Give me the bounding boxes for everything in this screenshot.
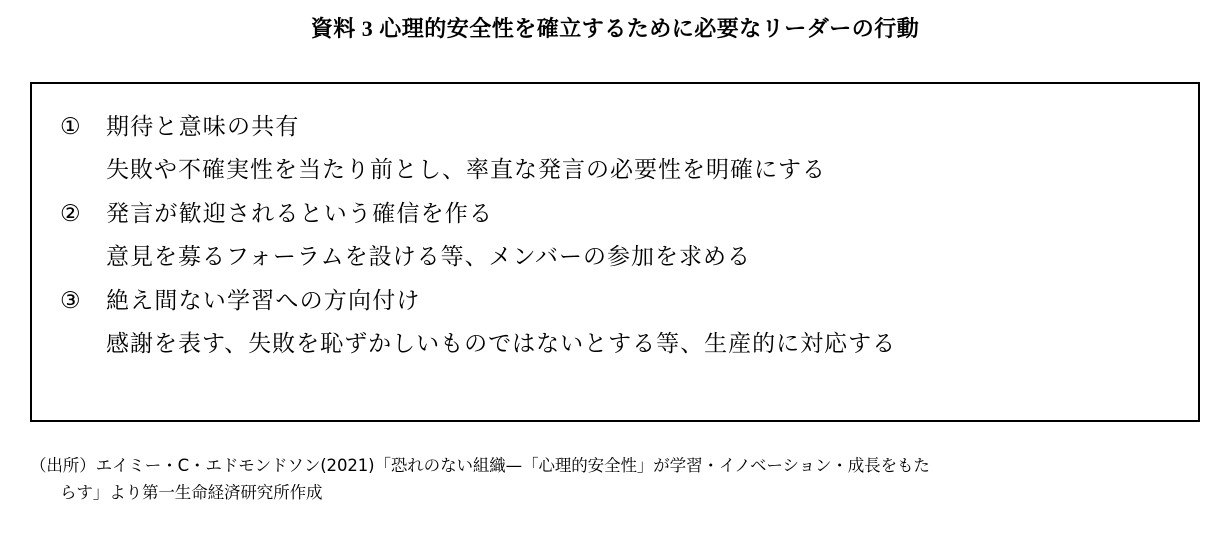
list-item: [60, 106, 1170, 191]
list-item: [60, 193, 1170, 278]
list-item-marker: ①: [60, 114, 81, 139]
list-item-detail: 意見を募るフォーラムを設ける等、メンバーの参加を求める: [106, 243, 752, 269]
list-item-marker: ③: [60, 288, 81, 314]
list-item-heading: 期待と意味の共有: [106, 114, 300, 139]
list-item-body: [106, 106, 1170, 191]
list-item-heading: 絶え間ない学習への方向付け: [106, 288, 421, 314]
list-item-marker: ②: [60, 201, 81, 227]
list-item-detail: 感謝を表す、失敗を恥ずかしいものではないとする等、生産的に対応する: [106, 330, 897, 356]
list-item: [60, 280, 1170, 365]
list-item-body: [106, 193, 1170, 278]
list-item-heading: 発言が歓迎されるという確信を作る: [106, 201, 494, 227]
source-note-line1: （出所）エイミー・C・エドモンドソン(2021)「恐れのない組織—「心理的安全性」が学習・イノベーション・成長をもた: [30, 456, 930, 475]
page-title: 資料 3 心理的安全性を確立するために必要なリーダーの行動: [310, 16, 920, 41]
source-note-line2: らす」より第一生命経済研究所作成: [60, 483, 323, 503]
list-item-detail: 失敗や不確実性を当たり前とし、率直な発言の必要性を明確にする: [106, 156, 826, 182]
source-note: [30, 452, 1210, 506]
content-box: [30, 82, 1200, 422]
list-item-body: [106, 280, 1170, 365]
